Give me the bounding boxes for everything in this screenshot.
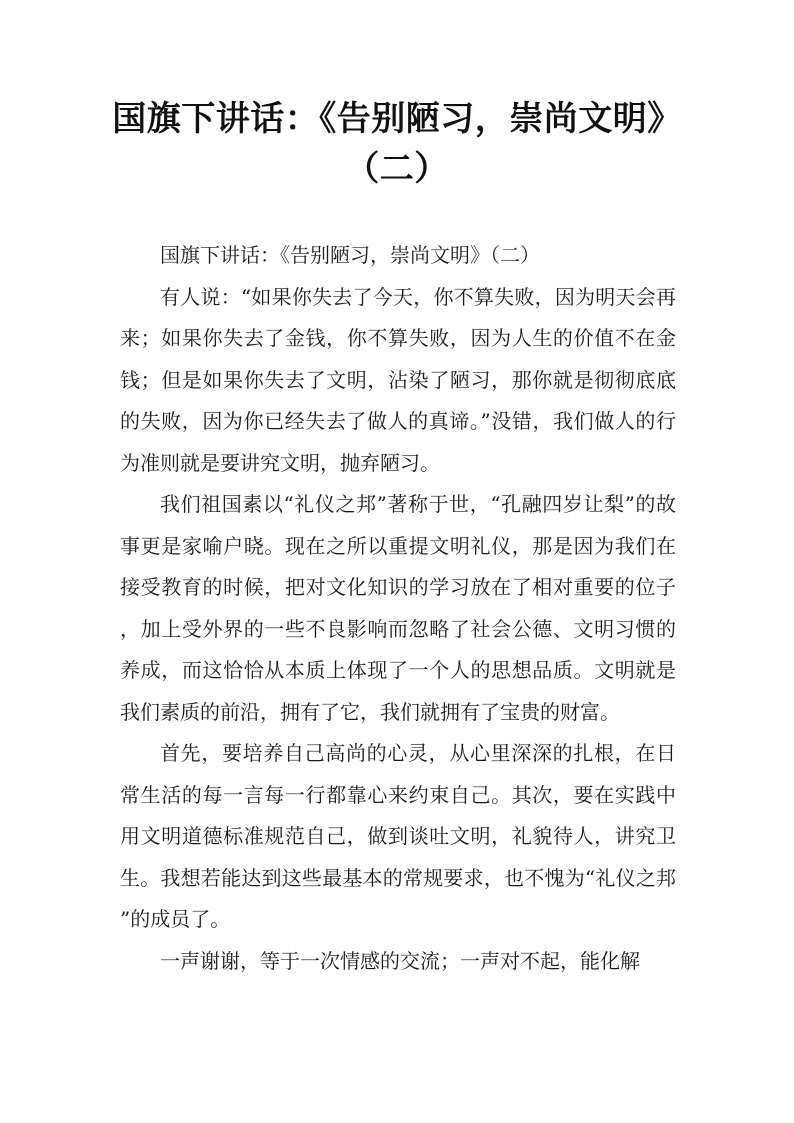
- title-line-1: 国旗下讲话：《告别陋习，崇尚文明》: [112, 99, 682, 139]
- title-line-2: （二）: [345, 149, 449, 189]
- document-body: [120, 235, 676, 982]
- paragraph-4: 一声谢谢，等于一次情感的交流；一声对不起，能化解: [160, 948, 640, 973]
- paragraph-2: 我们祖国素以“礼仪之邦”著称于世，“孔融四岁让梨”的故事更是家喻户晓。现在之所以重提文明礼仪，那是因为我们在接受教育的时候，把对文化知识的学习放在了相对重要的位子，加上受外界的一些不良影响而忽略了社会公德、文明习惯的养成，而这恰恰从本质上体现了一个人的思想品质。文明就是我们素质的前沿，拥有了它，我们就拥有了宝贵的财富。: [120, 492, 676, 724]
- paragraph-1: 有人说：“如果你失去了今天，你不算失败，因为明天会再来；如果你失去了金钱，你不算失败，因为人生的价值不在金钱；但是如果你失去了文明，沾染了陋习，那你就是彻彻底底的失败，因为你已经失去了做人的真谛。”没错，我们做人的行为准则就是要讲究文明，抛弃陋习。: [120, 284, 676, 475]
- document-title: [100, 94, 694, 194]
- paragraph-subtitle: 国旗下讲话：《告别陋习，崇尚文明》（二）: [160, 243, 540, 267]
- paragraph-3: 首先，要培养自己高尚的心灵，从心里深深的扎根，在日常生活的每一言每一行都靠心来约束自己。其次，要在实践中用文明道德标准规范自己，做到谈吐文明，礼貌待人，讲究卫生。我想若能达到这些最基本的常规要求，也不愧为“礼仪之邦”的成员了。: [120, 741, 676, 931]
